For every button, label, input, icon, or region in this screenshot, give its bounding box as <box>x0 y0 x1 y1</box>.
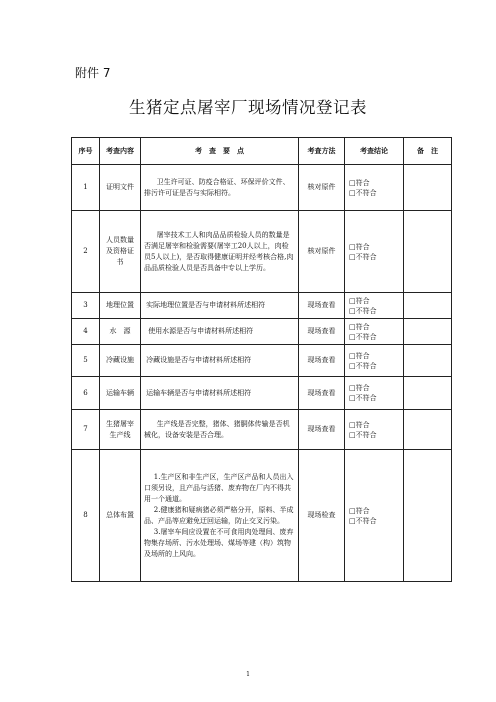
header-item: 考查内容 <box>100 138 141 165</box>
checkbox-nonconform[interactable]: □不符合 <box>349 361 377 370</box>
row-method: 现场查看 <box>299 319 345 345</box>
checkbox-conform[interactable]: □符合 <box>349 296 370 305</box>
row-method: 现场检查 <box>299 450 345 582</box>
row-item: 冷藏设施 <box>100 345 141 377</box>
table-row <box>72 345 452 377</box>
checkbox-conform[interactable]: □符合 <box>349 178 370 187</box>
row-no: 7 <box>72 410 100 450</box>
checkbox-nonconform[interactable]: □不符合 <box>349 188 377 197</box>
row-item: 水 源 <box>100 319 141 345</box>
row-conclusion <box>345 345 404 377</box>
checkbox-conform[interactable]: □符合 <box>349 384 370 392</box>
row-method: 核对原件 <box>299 165 345 211</box>
row-remarks <box>404 377 452 410</box>
row-content: 屠宰技术工人和肉品品质检验人员的数量是否满足屠宰和检验需要(屠宰工20人以上，肉检员5人以上)，是否取得健康证明并经考核合格,肉品品质检验人员是否具备中专以上学历。 <box>141 211 299 293</box>
table-row <box>72 450 452 582</box>
checkbox-conform[interactable]: □符合 <box>349 322 370 331</box>
row-method: 现场查看 <box>299 410 345 450</box>
content-paragraph: 3.屠宰车间应设置在不可食用肉处理间、废弃物集存场所、污水处理场、煤场等建（构）筑物及场所的上风向。 <box>144 527 294 558</box>
row-content <box>141 450 299 582</box>
row-conclusion <box>345 165 404 211</box>
row-conclusion <box>345 211 404 293</box>
row-remarks <box>404 345 452 377</box>
row-conclusion <box>345 410 404 450</box>
row-conclusion <box>345 377 404 410</box>
row-content: 使用水源是否与申请材料所述相符 <box>141 319 299 345</box>
table-row <box>72 293 452 319</box>
table-row <box>72 377 452 410</box>
row-no: 6 <box>72 377 100 410</box>
row-remarks <box>404 293 452 319</box>
row-item: 生猪屠宰生产线 <box>100 410 141 450</box>
row-remarks <box>404 450 452 582</box>
row-remarks <box>404 319 452 345</box>
row-conclusion <box>345 293 404 319</box>
row-no: 8 <box>72 450 100 582</box>
checkbox-nonconform[interactable]: □不符合 <box>349 430 377 439</box>
header-method: 考查方法 <box>299 138 345 165</box>
checkbox-conform[interactable]: □符合 <box>349 351 370 360</box>
row-item: 人员数量及资格证书 <box>100 211 141 293</box>
row-no: 2 <box>72 211 100 293</box>
row-conclusion <box>345 319 404 345</box>
checkbox-nonconform[interactable]: □不符合 <box>349 516 377 525</box>
checkbox-nonconform[interactable]: □不符合 <box>349 306 377 315</box>
row-remarks <box>404 410 452 450</box>
content-paragraph: 2.健康猪和疑病猪必须严格分开，原料、半成品、产品等应避免迂回运输，防止交叉污染。 <box>144 505 294 525</box>
table-header-row <box>72 138 452 165</box>
row-method: 现场查看 <box>299 293 345 319</box>
header-no: 序号 <box>72 138 100 165</box>
inspection-table <box>71 137 452 582</box>
table-row <box>72 165 452 211</box>
checkbox-conform[interactable]: □符合 <box>349 420 370 429</box>
checkbox-nonconform[interactable]: □不符合 <box>349 394 377 402</box>
table-row <box>72 211 452 293</box>
row-no: 3 <box>72 293 100 319</box>
row-no: 5 <box>72 345 100 377</box>
row-remarks <box>404 211 452 293</box>
row-conclusion <box>345 450 404 582</box>
document-title: 生猪定点屠宰厂现场情况登记表 <box>129 98 367 117</box>
row-content: 生产线是否完整，猪体、猪胴体传输是否机械化，设备安装是否合理。 <box>141 410 299 450</box>
attachment-label: 附件 7 <box>75 66 111 80</box>
row-method: 现场查看 <box>299 345 345 377</box>
header-remarks: 备 注 <box>404 138 452 165</box>
row-item: 运输车辆 <box>100 377 141 410</box>
row-method: 核对原件 <box>299 211 345 293</box>
page-number: 1 <box>246 671 250 678</box>
row-item: 证明文件 <box>100 165 141 211</box>
checkbox-nonconform[interactable]: □不符合 <box>349 252 377 261</box>
table-row <box>72 319 452 345</box>
row-method: 现场查看 <box>299 377 345 410</box>
row-no: 1 <box>72 165 100 211</box>
row-item: 地理位置 <box>100 293 141 319</box>
row-content: 运输车辆是否与申请材料所述相符 <box>141 377 299 410</box>
row-content: 实际地理位置是否与申请材料所述相符 <box>141 293 299 319</box>
row-content: 卫生许可证、防疫合格证、环保评价文件、排污许可证是否与实际相符。 <box>141 165 299 211</box>
row-content: 冷藏设施是否与申请材料所述相符 <box>141 345 299 377</box>
content-paragraph: 1.生产区和非生产区，生产区产品和人员出入口须另设，且产品与活猪、废弃物在厂内不得共用一个通道。 <box>144 472 294 503</box>
header-points: 考 查 要 点 <box>141 138 299 165</box>
table-row <box>72 410 452 450</box>
checkbox-nonconform[interactable]: □不符合 <box>349 332 377 341</box>
checkbox-conform[interactable]: □符合 <box>349 242 370 251</box>
row-item: 总体布置 <box>100 450 141 582</box>
checkbox-conform[interactable]: □符合 <box>349 506 370 515</box>
row-remarks <box>404 165 452 211</box>
row-no: 4 <box>72 319 100 345</box>
header-conclusion: 考查结论 <box>345 138 404 165</box>
